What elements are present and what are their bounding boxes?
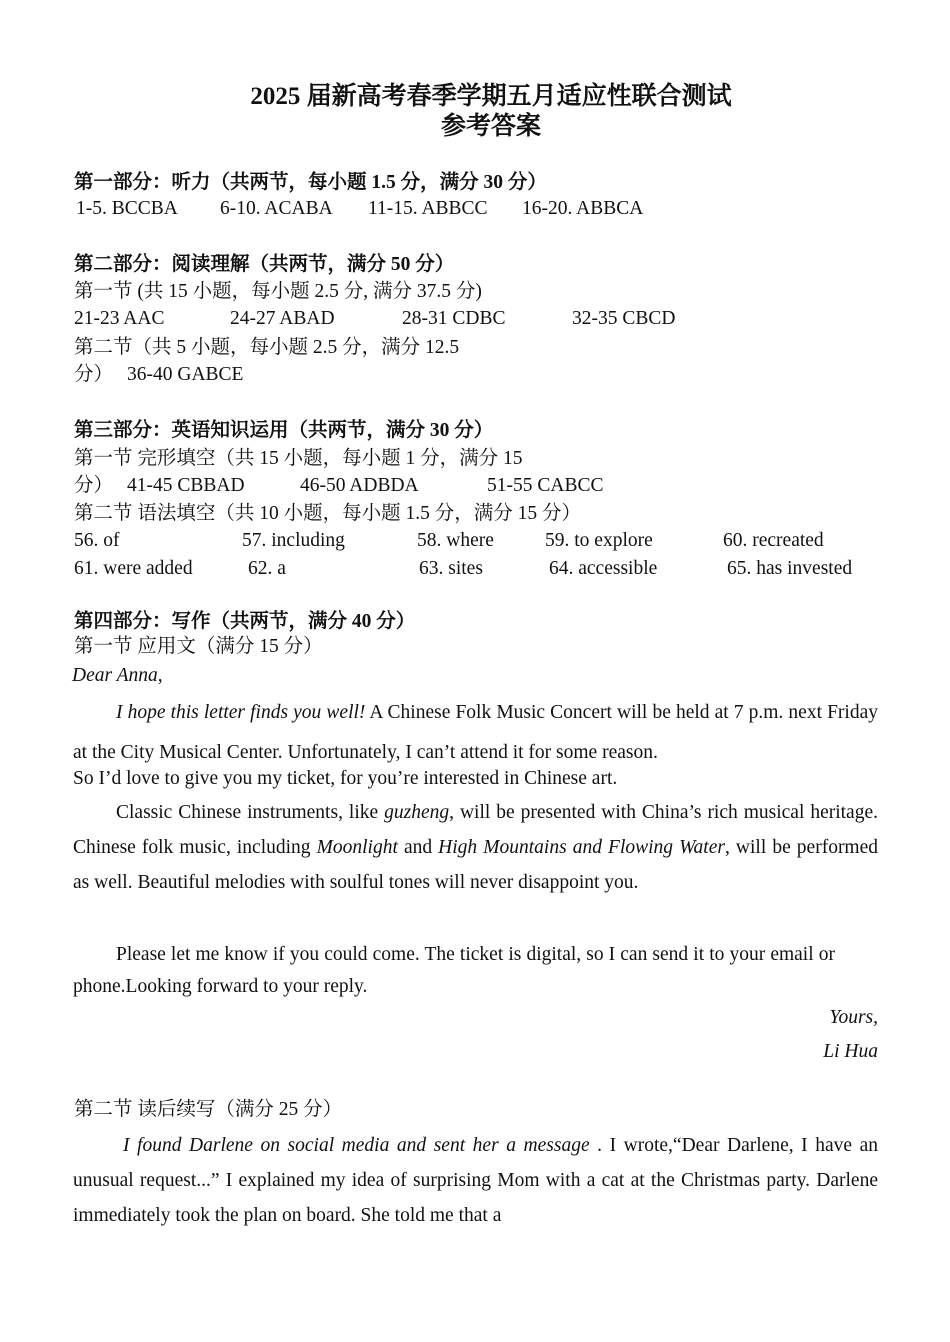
part4-heading: 第四部分：写作（共两节，满分 40 分） bbox=[74, 611, 416, 632]
letter-paragraph-2 bbox=[73, 795, 878, 900]
answer-group: 28-31 CDBC bbox=[402, 308, 506, 329]
answer-group: 51-55 CABCC bbox=[487, 475, 604, 496]
letter-paragraph-1-text: A Chinese Folk Music Concert will be held at 7 p.m. next Friday at the City Musical Center. Unfortunately, I can’t attend it for some reason. bbox=[73, 702, 878, 763]
grammar-answer: 65. has invested bbox=[727, 558, 853, 579]
grammar-answer: 60. recreated bbox=[723, 530, 824, 551]
part3-section2-heading: 第二节 语法填空（共 10 小题，每小题 1.5 分，满分 15 分） bbox=[74, 503, 582, 524]
letter-paragraph-3: Please let me know if you could come. The ticket is digital, so I can send it to your email or phone.Looking forward to your reply. bbox=[73, 944, 835, 997]
music-title: High Mountains and Flowing Water bbox=[438, 837, 725, 858]
letter-signature: Li Hua bbox=[823, 1041, 878, 1062]
answer-group: 21-23 AAC bbox=[74, 308, 165, 329]
part3-heading: 第三部分：英语知识运用（共两节，满分 30 分） bbox=[74, 420, 494, 441]
part1-heading: 第一部分：听力（共两节，每小题 1.5 分，满分 30 分） bbox=[74, 172, 547, 193]
grammar-answer: 63. sites bbox=[419, 558, 483, 579]
letter-greeting-sentence: I hope this letter finds you well! bbox=[116, 702, 366, 723]
grammar-answer: 61. were added bbox=[74, 558, 193, 579]
letter-p2-text: and bbox=[397, 837, 439, 858]
music-title: Moonlight bbox=[316, 837, 398, 858]
part2-section1-heading: 第一节 (共 15 小题，每小题 2.5 分, 满分 37.5 分) bbox=[74, 281, 482, 302]
part4-section1-heading: 第一节 应用文（满分 15 分） bbox=[74, 636, 323, 657]
grammar-answer: 62. a bbox=[248, 558, 286, 579]
part2-section2-heading-cont: 分） bbox=[74, 364, 114, 385]
document-title: 2025 届新高考春季学期五月适应性联合测试 bbox=[250, 83, 732, 110]
continuation-paragraph bbox=[73, 1128, 878, 1233]
answer-group: 6-10. ACABA bbox=[220, 198, 333, 219]
continuation-opening-sentence: I found Darlene on social media and sent her a message bbox=[123, 1135, 590, 1156]
letter-p2-text: , will be performed as well. Beautiful melodies with soulful tones will never disappoint you. bbox=[73, 837, 879, 893]
grammar-answer: 58. where bbox=[417, 530, 494, 551]
answer-group: 1-5. BCCBA bbox=[76, 198, 178, 219]
part2-section2-heading: 第二节（共 5 小题，每小题 2.5 分，满分 12.5 bbox=[74, 337, 460, 358]
answer-group: 41-45 CBBAD bbox=[127, 475, 245, 496]
part3-section1-heading: 第一节 完形填空（共 15 小题，每小题 1 分，满分 15 bbox=[74, 448, 523, 469]
answer-group: 24-27 ABAD bbox=[230, 308, 335, 329]
letter-p2-text: , will be presented with China’s rich musical heritage. Chinese folk music, including bbox=[73, 802, 878, 858]
answer-group: 11-15. ABBCC bbox=[368, 198, 488, 219]
part4-section2-heading: 第二节 读后续写（满分 25 分） bbox=[74, 1099, 343, 1120]
answer-group: 36-40 GABCE bbox=[127, 364, 244, 385]
answer-group: 32-35 CBCD bbox=[572, 308, 676, 329]
letter-closing: Yours, bbox=[829, 1007, 878, 1028]
continuation-text: . I wrote,“Dear Darlene, I have an unusual request...” I explained my idea of surprising Mom with a cat at the Christmas party. Darlene immediately took the plan on board. She told me that a bbox=[73, 1135, 878, 1226]
letter-paragraph-1 bbox=[73, 693, 878, 773]
letter-salutation: Dear Anna, bbox=[72, 665, 163, 686]
letter-p2-text: Classic Chinese instruments, like bbox=[116, 802, 385, 823]
letter-paragraph-1-end: So I’d love to give you my ticket, for you’re interested in Chinese art. bbox=[73, 768, 618, 789]
grammar-answer: 59. to explore bbox=[545, 530, 653, 551]
answer-group: 46-50 ADBDA bbox=[300, 475, 419, 496]
answer-group: 16-20. ABBCA bbox=[522, 198, 644, 219]
instrument-name: guzheng bbox=[384, 802, 450, 823]
part2-heading: 第二部分：阅读理解（共两节，满分 50 分） bbox=[74, 254, 455, 275]
grammar-answer: 64. accessible bbox=[549, 558, 658, 579]
grammar-answer: 56. of bbox=[74, 530, 120, 551]
grammar-answer: 57. including bbox=[242, 530, 345, 551]
document-subtitle: 参考答案 bbox=[440, 113, 541, 140]
part3-section1-heading-cont: 分） bbox=[74, 475, 114, 496]
